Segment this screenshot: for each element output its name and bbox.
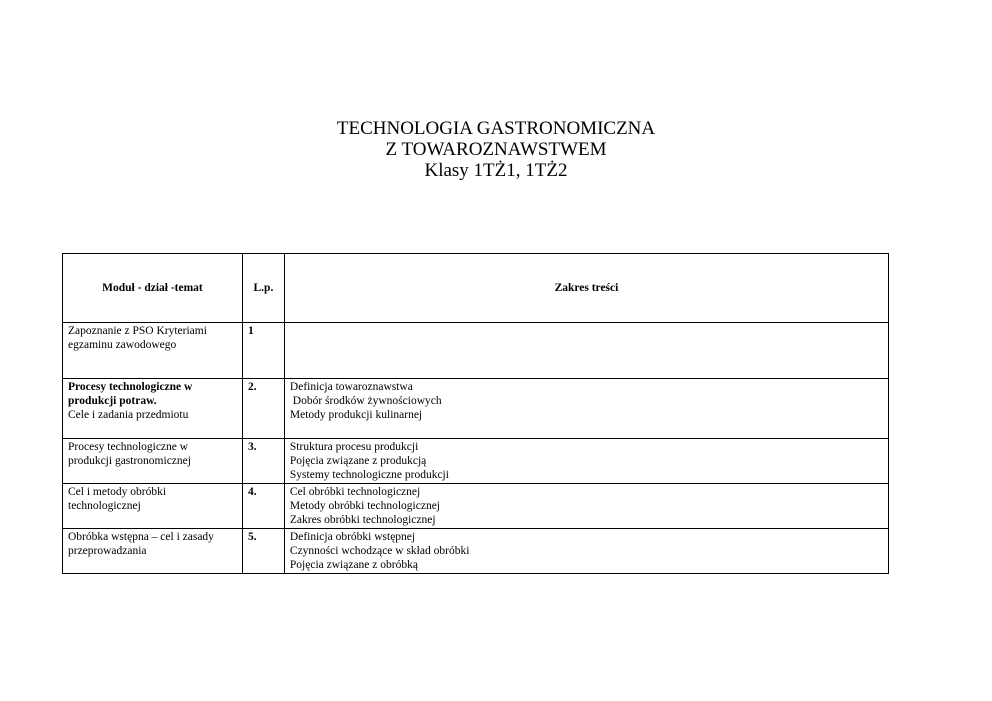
cell-lp: 3. xyxy=(242,439,284,484)
zakres-item: Struktura procesu produkcji xyxy=(289,441,419,453)
table-row xyxy=(63,439,889,484)
curriculum-table xyxy=(62,253,889,574)
zakres-item: Pojęcia związane z obróbką xyxy=(289,559,418,571)
cell-zakres xyxy=(284,529,888,574)
modul-text: Cele i zadania przedmiotu xyxy=(68,409,189,421)
cell-zakres xyxy=(284,484,888,529)
cell-modul xyxy=(63,323,243,379)
zakres-item: Zakres obróbki technologicznej xyxy=(289,514,436,526)
header-zakres: Zakres treści xyxy=(284,254,888,323)
zakres-item: Definicja towaroznawstwa xyxy=(289,381,413,393)
cell-modul xyxy=(63,379,243,439)
cell-lp: 1 xyxy=(242,323,284,379)
modul-text: technologicznej xyxy=(68,500,141,512)
modul-text: Procesy technologiczne w xyxy=(68,441,189,453)
modul-text-bold: produkcji potraw. xyxy=(68,395,157,407)
document-title xyxy=(0,118,992,181)
zakres-item: Dobór środków żywnościowych xyxy=(289,395,442,407)
zakres-item: Pojęcia związane z produkcją xyxy=(289,455,427,467)
title-line-3: Klasy 1TŻ1, 1TŻ2 xyxy=(424,160,568,181)
header-lp: L.p. xyxy=(242,254,284,323)
modul-text: egzaminu zawodowego xyxy=(68,339,177,351)
table-row xyxy=(63,379,889,439)
table-row xyxy=(63,529,889,574)
zakres-item: Czynności wchodzące w skład obróbki xyxy=(289,545,470,557)
modul-text: przeprowadzania xyxy=(68,545,147,557)
modul-text: produkcji gastronomicznej xyxy=(68,455,191,467)
cell-modul xyxy=(63,439,243,484)
title-line-2: Z TOWAROZNAWSTWEM xyxy=(385,139,607,160)
cell-lp: 5. xyxy=(242,529,284,574)
cell-modul xyxy=(63,484,243,529)
modul-text: Cel i metody obróbki xyxy=(68,486,167,498)
cell-modul xyxy=(63,529,243,574)
zakres-item: Cel obróbki technologicznej xyxy=(289,486,421,498)
zakres-item: Metody produkcji kulinarnej xyxy=(289,409,423,421)
table-row xyxy=(63,484,889,529)
cell-lp: 2. xyxy=(242,379,284,439)
cell-zakres xyxy=(284,323,888,379)
table-row xyxy=(63,323,889,379)
zakres-item: Definicja obróbki wstępnej xyxy=(289,531,416,543)
modul-text: Obróbka wstępna – cel i zasady xyxy=(68,531,214,543)
cell-zakres xyxy=(284,379,888,439)
zakres-item: Systemy technologiczne produkcji xyxy=(289,469,449,481)
title-line-1: TECHNOLOGIA GASTRONOMICZNA xyxy=(336,118,656,139)
zakres-item: Metody obróbki technologicznej xyxy=(289,500,441,512)
modul-text: Zapoznanie z PSO Kryteriami xyxy=(68,325,207,337)
cell-lp: 4. xyxy=(242,484,284,529)
modul-text-bold: Procesy technologiczne w xyxy=(68,381,193,393)
cell-zakres xyxy=(284,439,888,484)
table-header-row xyxy=(63,254,889,323)
header-modul: Moduł - dział -temat xyxy=(63,254,243,323)
